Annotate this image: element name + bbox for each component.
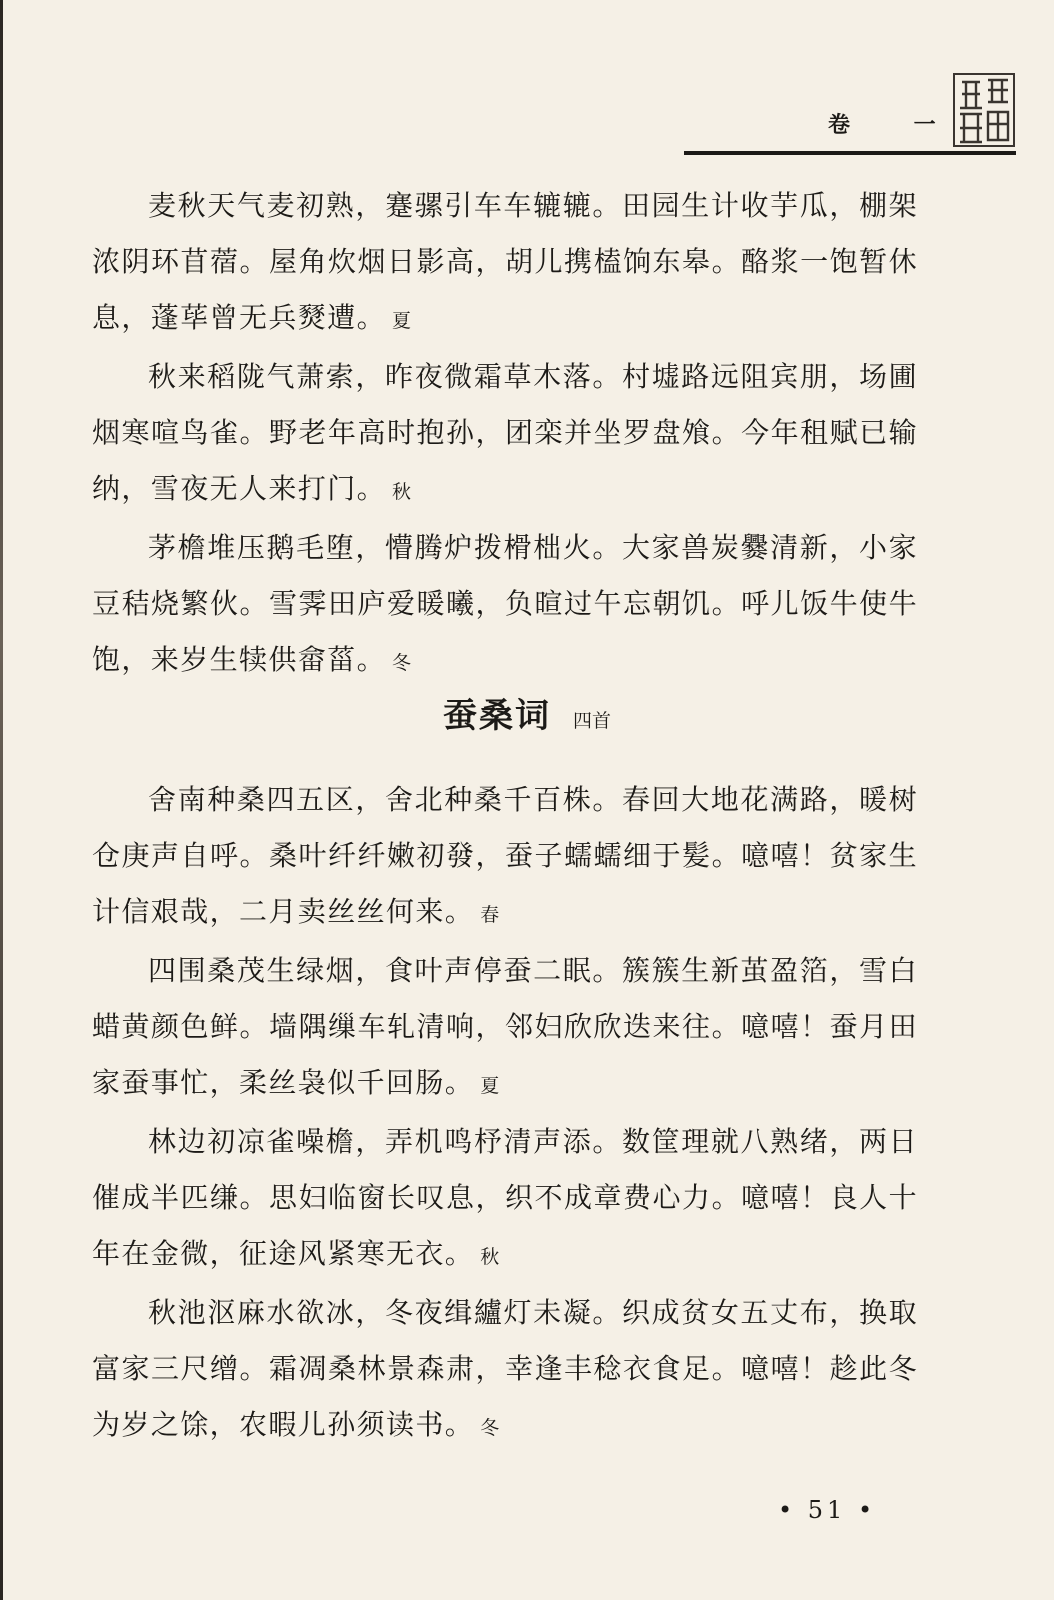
poem-paragraph <box>92 1285 918 1456</box>
poem-paragraph <box>92 772 918 943</box>
poem-text: 麦秋天气麦初熟，蹇骡引车车辘辘。田园生计收芋瓜，棚架浓阴环苜蓿。屋角炊烟日影高，胡儿携榼饷东皋。酪浆一饱暂休息，蓬荜曾无兵燹遭。 <box>92 189 918 334</box>
season-label: 夏 <box>392 310 412 332</box>
poem-text: 茅檐堆压鹅毛堕，懵腾炉拨榾柮火。大家兽炭爨清新，小家豆秸烧繁伙。雪霁田庐爱暖曦，负暄过午忘朝饥。呼儿饭牛使牛饱，来岁生犊供畲菑。 <box>92 531 918 676</box>
page-number: • 51 • <box>778 1496 877 1524</box>
season-label: 冬 <box>480 1417 500 1439</box>
poem-paragraph <box>92 943 918 1114</box>
poem-paragraph <box>92 520 918 691</box>
poem-text: 四围桑茂生绿烟，食叶声停蚕二眠。簇簇生新茧盈箔，雪白蜡黄颜色鲜。墙隅缫车轧清响，邻妇欣欣迭来往。噫嘻！蚕月田家蚕事忙，柔丝袅似千回肠。 <box>92 954 918 1099</box>
poem-text: 秋池沤麻水欲冰，冬夜缉纑灯未凝。织成贫女五丈布，换取富家三尺缯。霜凋桑林景森肃，幸逢丰稔衣食足。噫嘻！趁此冬为岁之馀，农暇儿孙须读书。 <box>92 1296 918 1441</box>
poem-section-2 <box>92 772 918 1456</box>
season-label: 冬 <box>392 652 412 674</box>
running-head: 卷 一 <box>828 113 964 138</box>
poem-section-1 <box>92 178 918 691</box>
section-subtitle: 四首 <box>572 710 611 732</box>
season-label: 春 <box>480 904 500 926</box>
header-rule <box>684 151 1016 155</box>
poem-paragraph <box>92 178 918 349</box>
scan-edge <box>0 0 3 1600</box>
season-label: 秋 <box>480 1246 500 1268</box>
season-label: 秋 <box>392 481 412 503</box>
section-title: 蚕桑词 <box>442 696 551 736</box>
poem-text: 林边初凉雀噪檐，弄机鸣杼清声添。数筐理就八熟绪，两日催成半匹缣。思妇临窗长叹息，织不成章费心力。噫嘻！良人十年在金微，征途风紧寒无衣。 <box>92 1125 918 1270</box>
poem-text: 秋来稻陇气萧索，昨夜微霜草木落。村墟路远阻宾朋，场圃烟寒喧鸟雀。野老年高时抱孙，团栾并坐罗盘飧。今年租赋已输纳，雪夜无人来打门。 <box>92 360 918 505</box>
season-label: 夏 <box>480 1075 500 1097</box>
section-heading <box>0 688 1054 737</box>
poem-paragraph <box>92 349 918 520</box>
seal-stamp <box>952 72 1016 148</box>
poem-text: 舍南种桑四五区，舍北种桑千百株。春回大地花满路，暖树仓庚声自呼。桑叶纤纤嫩初發，蚕子蠕蠕细于髪。噫嘻！贫家生计信艰哉，二月卖丝丝何来。 <box>92 783 918 928</box>
poem-paragraph <box>92 1114 918 1285</box>
